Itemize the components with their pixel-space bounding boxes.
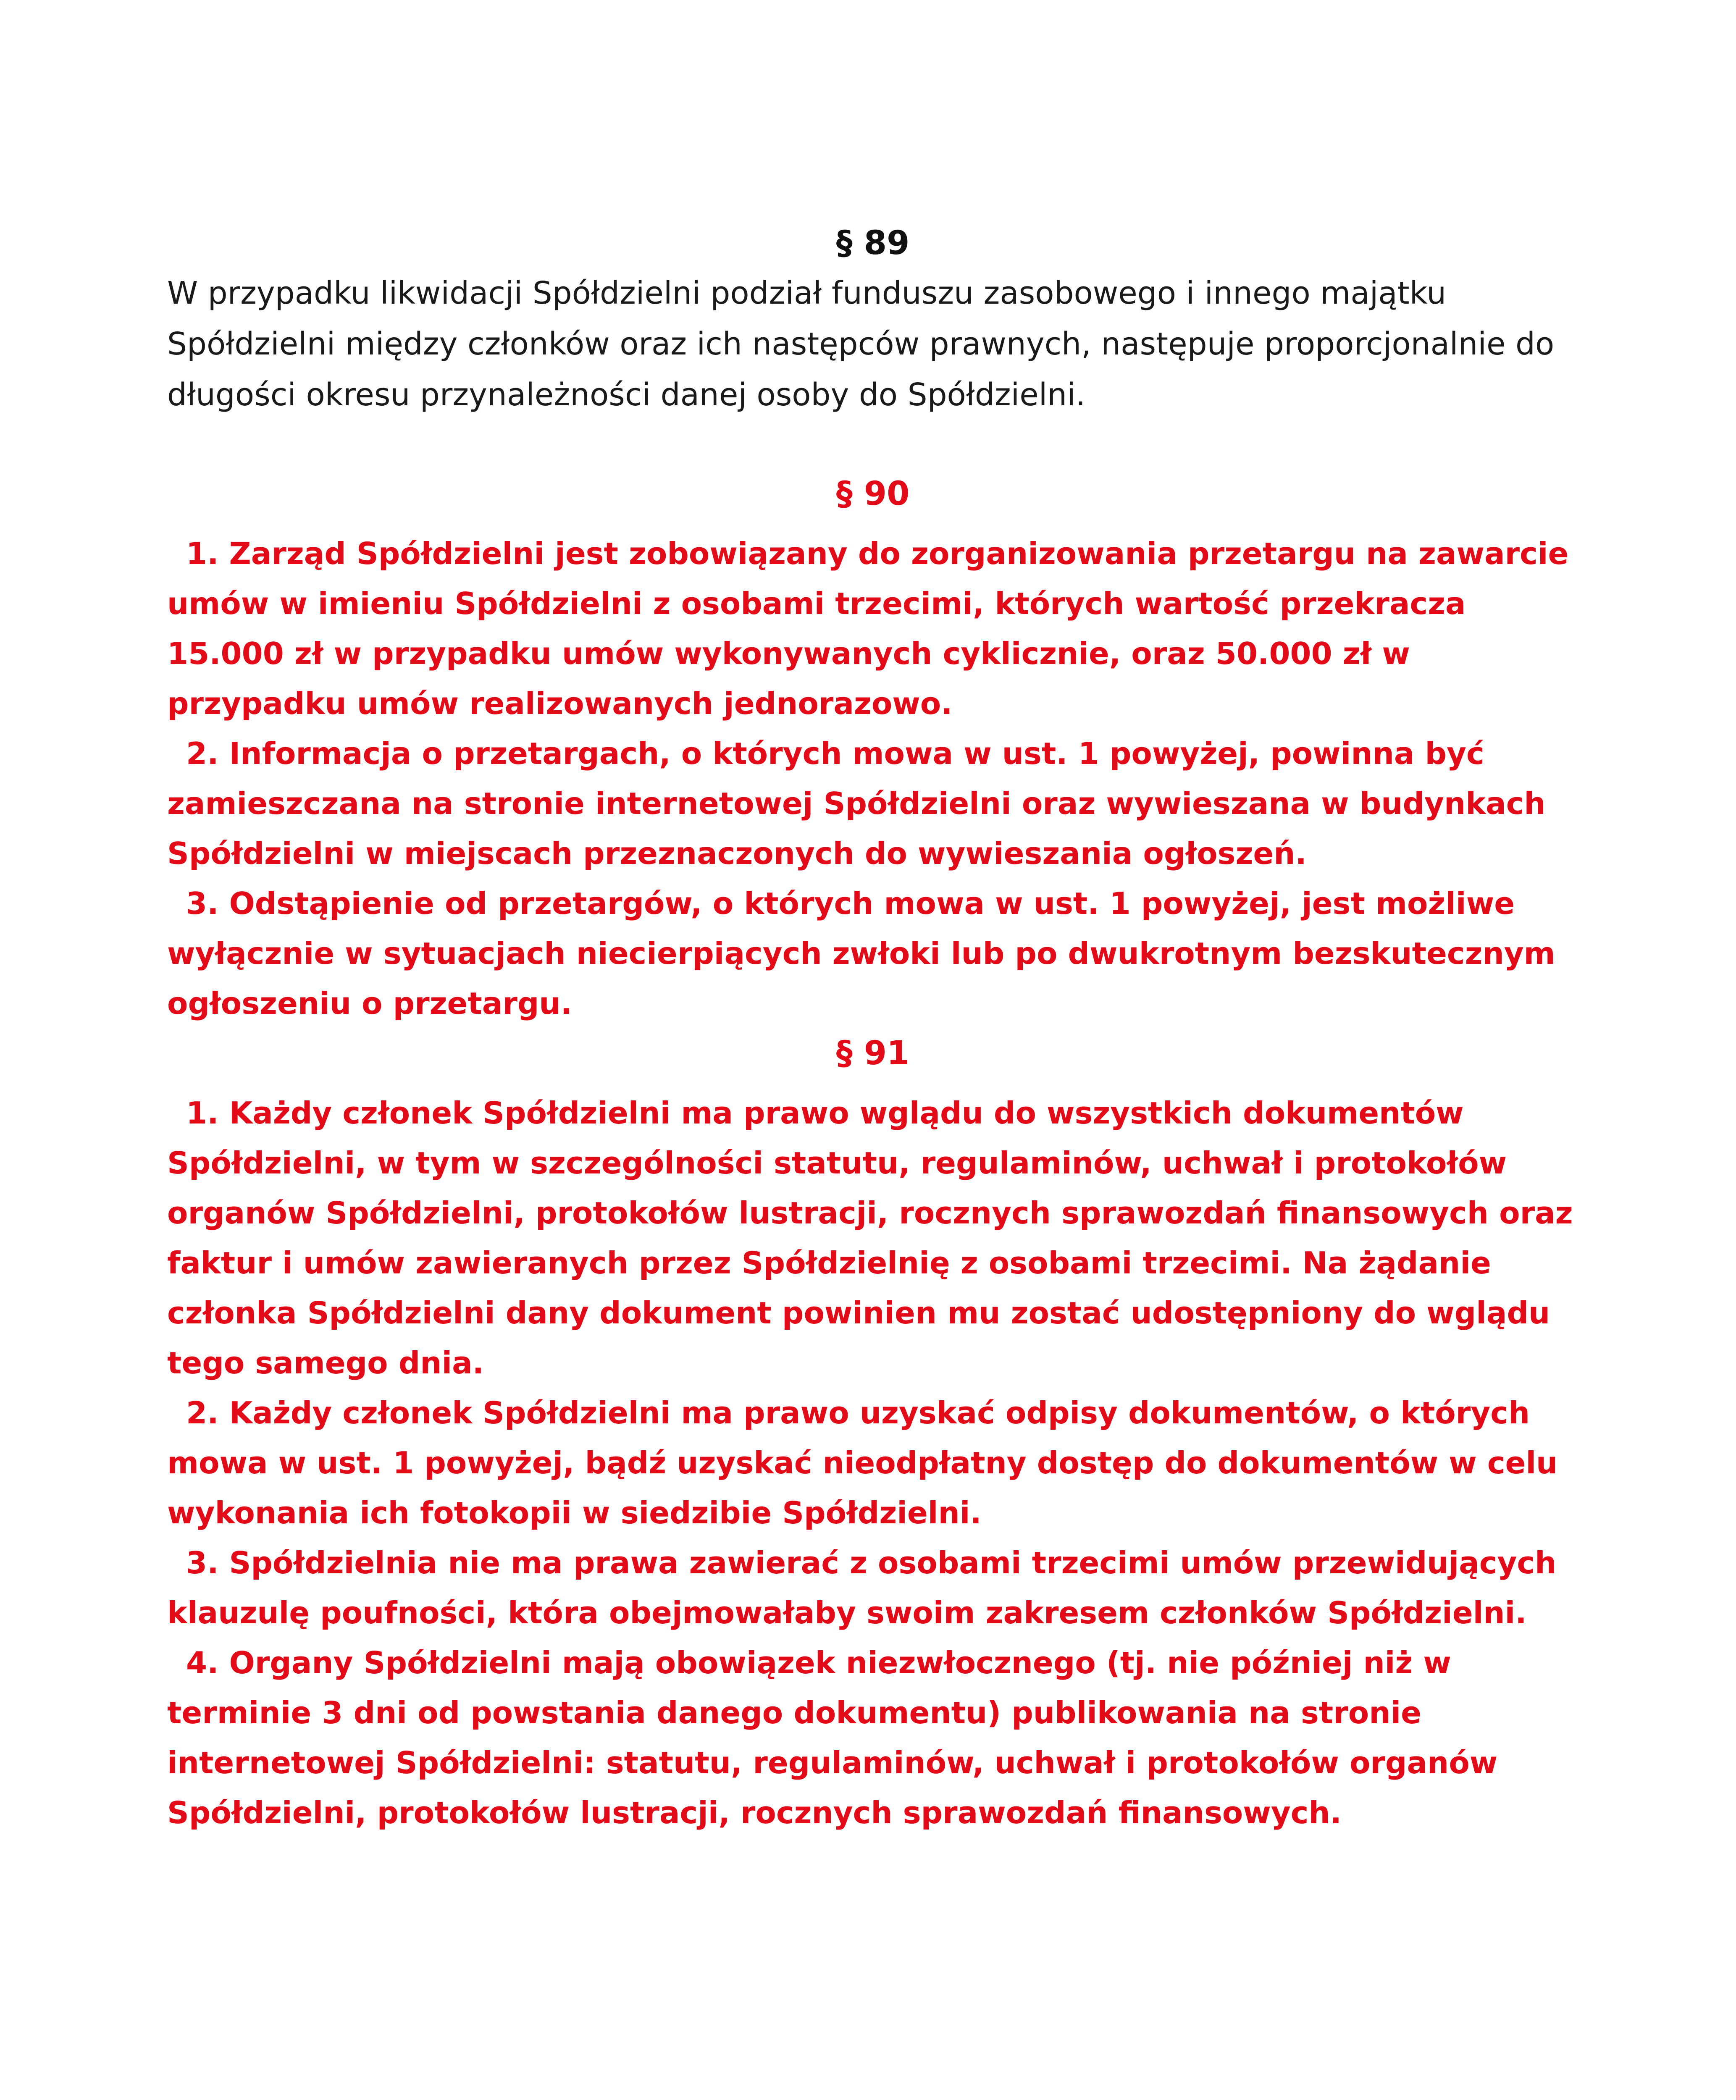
section-91-item-4: 4. Organy Spółdzielni mają obowiązek niezwłocznego (tj. nie później niż w terminie 3 dni od powstania danego dokumentu) publikowania na stronie internetowej Spółdzielni: statutu, regulaminów, uchwał i protokołów organów Spółdzielni, protokołów lustracji, rocznych sprawozdań finansowych. (167, 1645, 1498, 1830)
section-90 (167, 469, 1578, 1029)
section-91 (167, 1029, 1578, 1838)
section-91-item-1: 1. Każdy członek Spółdzielni ma prawo wglądu do wszystkich dokumentów Spółdzielni, w tym w szczególności statutu, regulaminów, uchwał i protokołów organów Spółdzielni, protokołów lustracji, rocznych sprawozdań finansowych oraz faktur i umów zawieranych przez Spółdzielnię z osobami trzecimi. Na żądanie członka Spółdzielni dany dokument powinien mu zostać udostępniony do wglądu tego samego dnia. (167, 1095, 1573, 1381)
document-page (167, 218, 1578, 1838)
section-91-items (167, 1088, 1578, 1838)
section-90-item-1: 1. Zarząd Spółdzielni jest zobowiązany do zorganizowania przetargu na zawarcie umów w imieniu Spółdzielni z osobami trzecimi, których wartość przekracza 15.000 zł w przypadku umów wykonywanych cyklicznie, oraz 50.000 zł w przypadku umów realizowanych jednorazowo. (167, 536, 1569, 721)
spacer (167, 519, 1578, 529)
spacer (167, 420, 1578, 469)
section-91-item-2: 2. Każdy członek Spółdzielni ma prawo uzyskać odpisy dokumentów, o których mowa w ust. 1 powyżej, bądź uzyskać nieodpłatny dostęp do dokumentów w celu wykonania ich fotokopii w siedzibie Spółdzielni. (167, 1395, 1558, 1530)
section-91-heading: § 91 (836, 1034, 910, 1072)
spacer (167, 1078, 1578, 1088)
section-90-item-2: 2. Informacja o przetargach, o których mowa w ust. 1 powyżej, powinna być zamieszczana na stronie internetowej Spółdzielni oraz wywieszana w budynkach Spółdzielni w miejscach przeznaczonych do wywieszania ogłoszeń. (167, 736, 1546, 871)
section-90-items (167, 529, 1578, 1029)
section-91-item-3: 3. Spółdzielnia nie ma prawa zawierać z osobami trzecimi umów przewidujących klauzulę poufności, która obejmowałaby swoim zakresem członków Spółdzielni. (167, 1545, 1557, 1630)
section-89 (167, 218, 1578, 420)
section-90-item-3: 3. Odstąpienie od przetargów, o których mowa w ust. 1 powyżej, jest możliwe wyłącznie w sytuacjach niecierpiących zwłoki lub po dwukrotnym bezskutecznym ogłoszeniu o przetargu. (167, 886, 1555, 1021)
section-89-text: W przypadku likwidacji Spółdzielni podział funduszu zasobowego i innego majątku Spółdzielni między członków oraz ich następców prawnych, następuje proporcjonalnie do długości okresu przynależności danej osoby do Spółdzielni. (167, 275, 1555, 413)
section-90-heading: § 90 (836, 475, 910, 513)
section-89-heading: § 89 (836, 224, 910, 262)
